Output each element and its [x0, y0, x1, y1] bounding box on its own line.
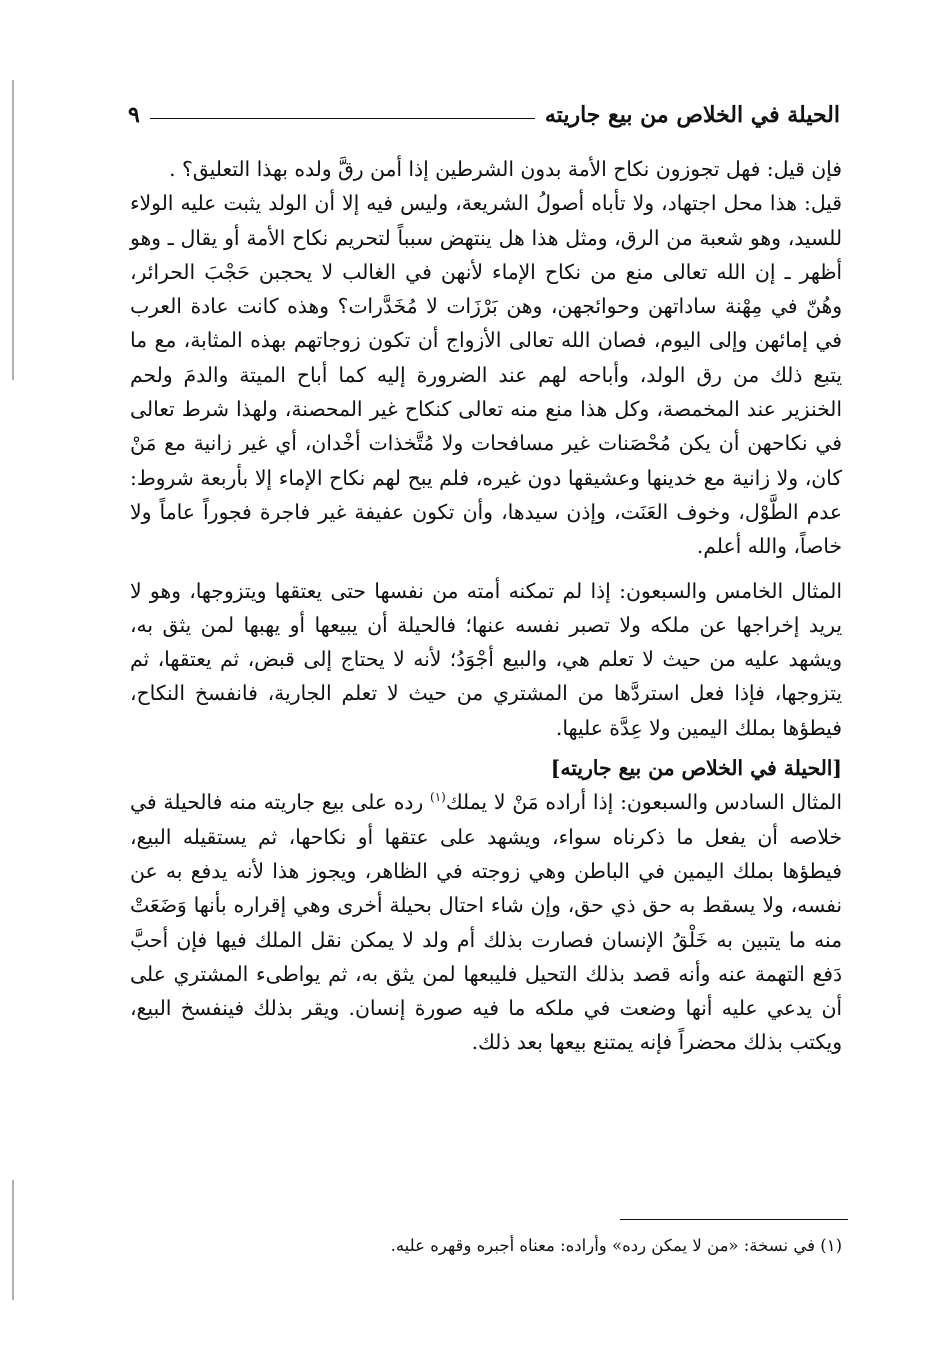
- scan-edge-mark: [12, 80, 14, 380]
- paragraph-text: المثال السادس والسبعون: إذا أراده مَنْ لا يملك: [445, 790, 842, 815]
- paragraph-answer: قيل: هذا محل اجتهاد، ولا تأباه أصولُ الشريعة، وليس فيه إلا أن الولد يثبت عليه الولاء للسيد، وهو شعبة من الرق، ومثل هذا هل ينتهض سبباً لتحريم نكاح الأمة أو يقال ـ وهو أظهر ـ إن الله تعالى منع من نكاح الإماء لأنهن في الغالب لا يحجبن حَجْبَ الحرائر، وهُنّ في مِهْنة ساداتهن وحوائجهن، وهن بَرْزَات لا مُخَدَّرات؟ وهذه كانت عادة العرب في إمائهن وإلى اليوم، فصان الله تعالى الأزواج أن تكون زوجاتهم بهذه المثابة، مع ما يتبع ذلك من رق الولد، وأباحه لهم عند الضرورة إليه كما أباح الميتة والدمَ ولحم الخنزير عند المخمصة، وكل هذا منع منه تعالى كنكاح غير المحصنة، ولهذا شرط تعالى في نكاحهن أن يكن مُحْصَنات غير مسافحات ولا مُتَّخذات أخْدان، أي غير زانية مع مَنْ كان، ولا زانية مع خدينها وعشيقها دون غيره، فلم يبح لهم نكاح الإماء إلا بأربعة شروط: عدم الطَّوْل، وخوف العَنَت، وإذن سيدها، وأن تكون عفيفة غير فاجرة فجوراً عاماً ولا خاصاً، والله أعلم.: [130, 191, 842, 559]
- paragraph-gap: [130, 564, 842, 574]
- page-number: ٩: [128, 102, 140, 128]
- body-text: [130, 152, 842, 1060]
- running-header-title: الحيلة في الخلاص من بيع جاريته: [544, 102, 840, 128]
- paragraph-question: فإن قيل: فهل تجوزون نكاح الأمة بدون الشرطين إذا أمن رقَّ ولده بهذا التعليق؟ .: [169, 157, 842, 181]
- scan-edge-mark: [12, 1180, 14, 1300]
- paragraph-example-75: المثال الخامس والسبعون: إذا لم تمكنه أمته من نفسها حتى يعتقها ويتزوجها، وهو لا يريد إخراجها عن ملكه ولا تصبر نفسه عنها؛ فالحيلة أن يبيعها أو يهبها لمن يثق به، ويشهد عليه من حيث لا تعلم هي، والبيع أجْوَدُ؛ لأنه لا يحتاج إلى قبض، ثم يعتقها، ثم يتزوجها، فإذا فعل استردَّها من المشتري من حيث لا تعلم الجارية، فانفسخ النكاح، فيطؤها بملك اليمين ولا عِدَّة عليها.: [130, 578, 842, 740]
- paragraph-text: رده على بيع جاريته منه فالحيلة في خلاصه أن يفعل ما ذكرناه سواء، ويشهد على عتقها أو نكاحها، ثم يستقيله البيع، فيطؤها بملك اليمين في الباطن وهي زوجته في الظاهر، ويجوز هذا لأنه يدفع به عن نفسه، ولا يسقط به حق ذي حق، وإن شاء احتال بحيلة أخرى وهي إقراره بأنها وَضَعَتْ منه ما يتبين به خَلْقُ الإنسان فصارت بذلك أم ولد لا يمكن نقل الملك فيها فإن أحبَّ دَفع التهمة عنه وأنه قصد بذلك التحيل فليبعها لمن يثق به، ثم يواطىء المشتري على أن يدعي عليه أنها وضعت في ملكه ما فيه صورة إنسان. ويقر بذلك فينفسخ البيع، ويكتب بذلك محضراً فإنه يمتنع بيعها بعد ذلك.: [130, 790, 842, 1055]
- footnote: (١) في نسخة: «من لا يمكن رده» وأراده: معناه أجبره وقهره عليه.: [390, 1236, 842, 1255]
- section-heading: [الحيلة في الخلاص من بيع جاريته]: [550, 756, 842, 781]
- running-header: [128, 95, 840, 135]
- footnote-rule: [620, 1219, 848, 1220]
- paragraph-example-76: [130, 785, 842, 1059]
- header-rule: [150, 118, 535, 119]
- footnote-reference: (١): [430, 790, 446, 805]
